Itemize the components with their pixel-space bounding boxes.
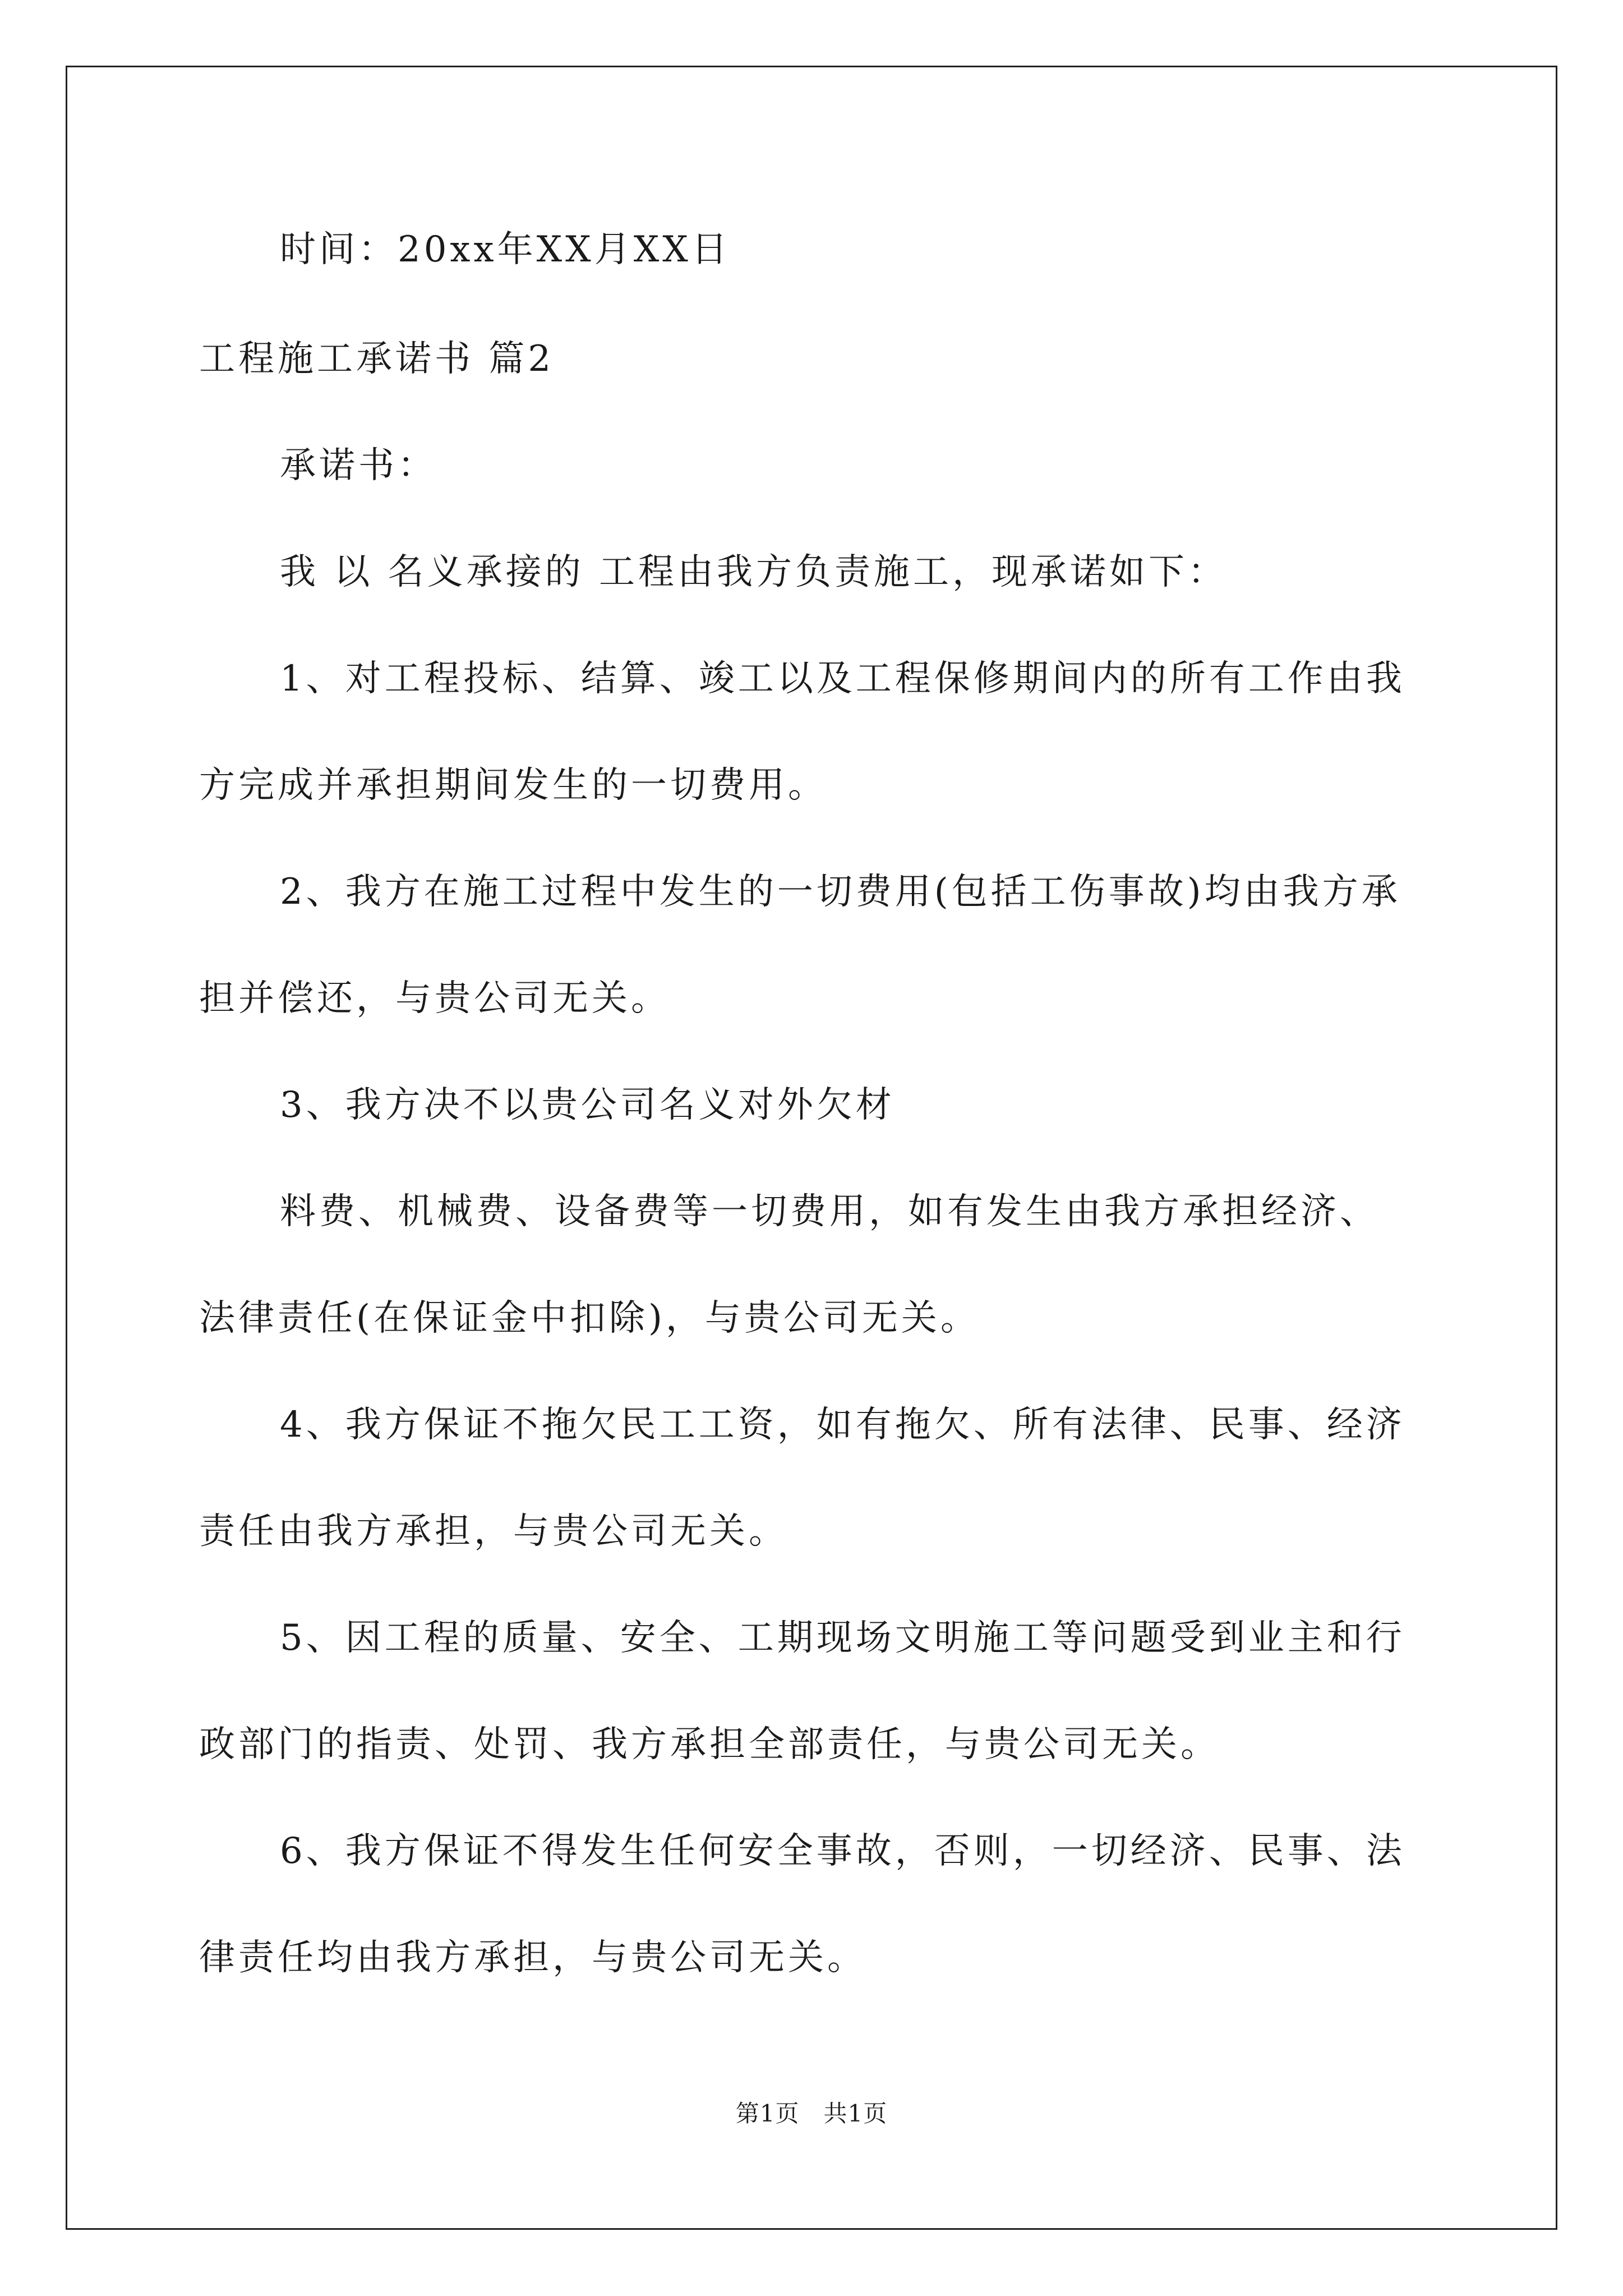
clause-5-line-2: 政部门的指责、处罚、我方承担全部责任，与贵公司无关。	[199, 1724, 1220, 1765]
clause-6-line-1: 6、我方保证不得发生任何安全事故，否则，一切经济、民事、法	[280, 1830, 1405, 1872]
clause-3-line-3: 法律责任(在保证金中扣除)，与贵公司无关。	[199, 1297, 980, 1339]
clause-5-line-1: 5、因工程的质量、安全、工期现场文明施工等问题受到业主和行	[280, 1617, 1405, 1659]
page-number: 第1页 共1页	[735, 2100, 888, 2127]
date-line: 时间：20xx年XX月XX日	[280, 229, 731, 270]
clause-3-line-1: 3、我方决不以贵公司名义对外欠材	[280, 1084, 895, 1126]
clause-3-line-2: 料费、机械费、设备费等一切费用，如有发生由我方承担经济、	[280, 1191, 1379, 1232]
clause-4-line-2: 责任由我方承担，与贵公司无关。	[199, 1511, 788, 1552]
clause-1-line-1: 1、对工程投标、结算、竣工以及工程保修期间内的所有工作由我	[280, 658, 1405, 700]
intro-paragraph: 我 以 名义承接的 工程由我方负责施工，现承诺如下：	[280, 551, 1228, 593]
letter-heading: 承诺书：	[280, 445, 437, 486]
clause-2-line-2: 担并偿还，与贵公司无关。	[199, 978, 670, 1019]
clause-4-line-1: 4、我方保证不拖欠民工工资，如有拖欠、所有法律、民事、经济	[280, 1404, 1405, 1446]
clause-6-line-2: 律责任均由我方承担，与贵公司无关。	[199, 1937, 866, 1978]
page-border	[66, 66, 1557, 2230]
section-title: 工程施工承诺书 篇2	[199, 338, 555, 380]
clause-2-line-1: 2、我方在施工过程中发生的一切费用(包括工伤事故)均由我方承	[280, 871, 1401, 913]
clause-1-line-2: 方完成并承担期间发生的一切费用。	[199, 765, 827, 806]
